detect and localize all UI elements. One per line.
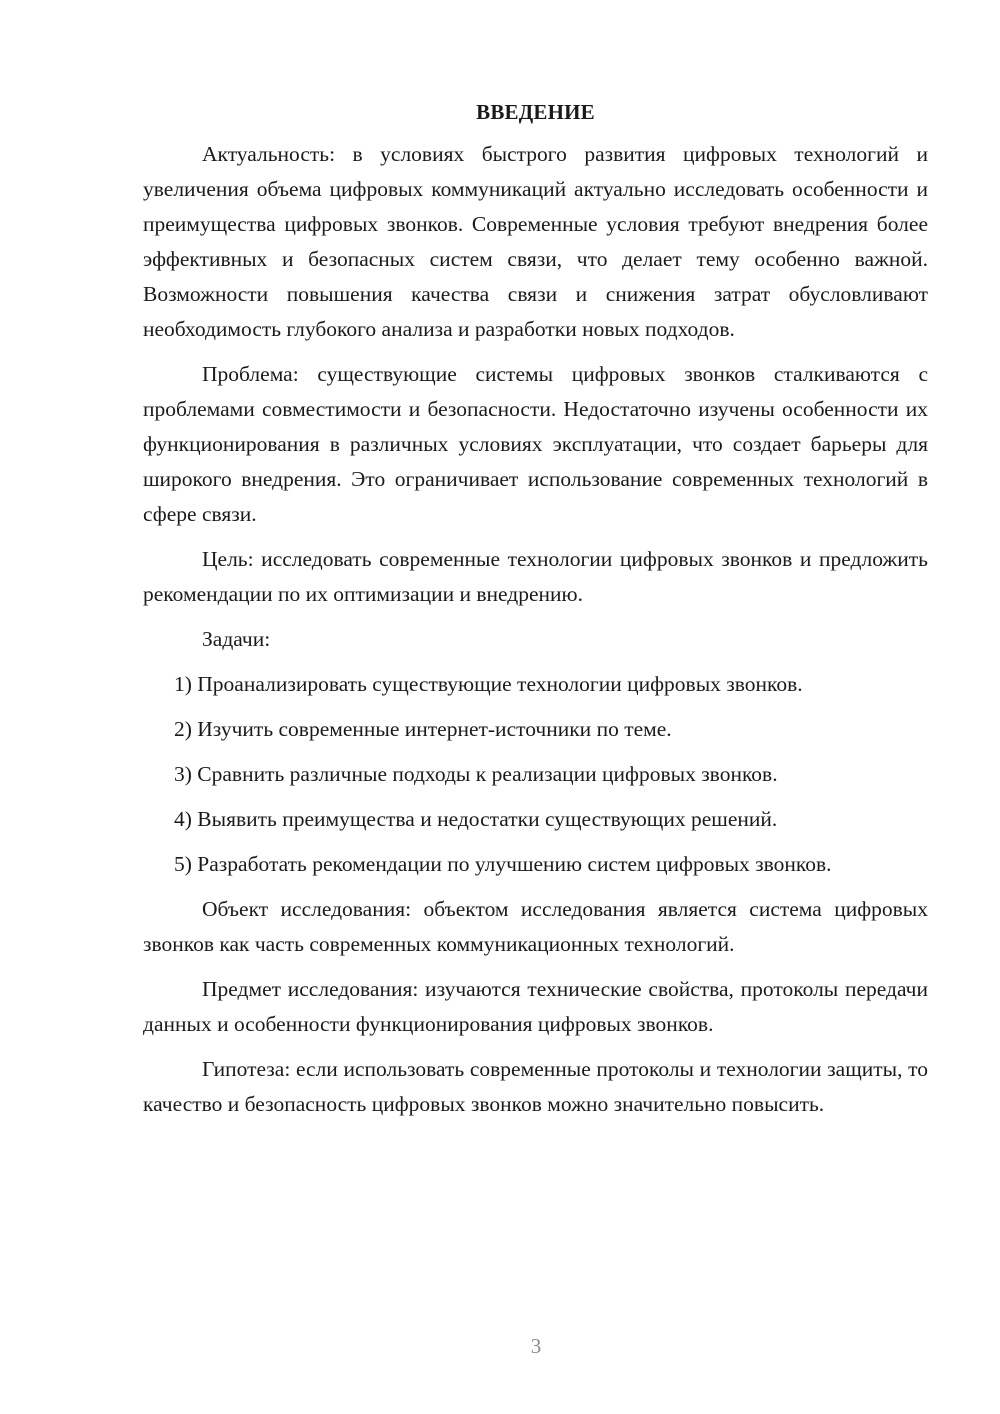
page-number: 3 xyxy=(530,1334,542,1358)
task-item-5: 5) Разработать рекомендации по улучшению систем цифровых звонков. xyxy=(174,852,832,876)
page-content xyxy=(143,97,928,1132)
task-item-3: 3) Сравнить различные подходы к реализации цифровых звонков. xyxy=(174,762,778,786)
tasks-heading: Задачи: xyxy=(202,627,271,651)
object-paragraph: Объект исследования: объектом исследования является система цифровых звонков как часть современных коммуникационных технологий. xyxy=(143,897,928,956)
relevance-paragraph: Актуальность: в условиях быстрого развития цифровых технологий и увеличения объема цифровых коммуникаций актуально исследовать особенности и преимущества цифровых звонков. Современные условия требуют внедрения более эффективных и безопасных систем связи, что делает тему особенно важной. Возможности повышения качества связи и снижения затрат обусловливают необходимость глубокого анализа и разработки новых подходов. xyxy=(143,142,928,341)
task-item-4: 4) Выявить преимущества и недостатки существующих решений. xyxy=(174,807,778,831)
task-item-2: 2) Изучить современные интернет-источники по теме. xyxy=(174,717,672,741)
task-item-1: 1) Проанализировать существующие технологии цифровых звонков. xyxy=(174,672,803,696)
hypothesis-paragraph: Гипотеза: если использовать современные протоколы и технологии защиты, то качество и безопасность цифровых звонков можно значительно повысить. xyxy=(143,1057,928,1116)
goal-paragraph: Цель: исследовать современные технологии цифровых звонков и предложить рекомендации по их оптимизации и внедрению. xyxy=(143,547,928,606)
subject-paragraph: Предмет исследования: изучаются технические свойства, протоколы передачи данных и особенности функционирования цифровых звонков. xyxy=(143,977,928,1036)
page-title: ВВЕДЕНИЕ xyxy=(476,100,595,124)
problem-paragraph: Проблема: существующие системы цифровых звонков сталкиваются с проблемами совместимости и безопасности. Недостаточно изучены особенности их функционирования в различных условиях эксплуатации, что создает барьеры для широкого внедрения. Это ограничивает использование современных технологий в сфере связи. xyxy=(143,362,928,526)
